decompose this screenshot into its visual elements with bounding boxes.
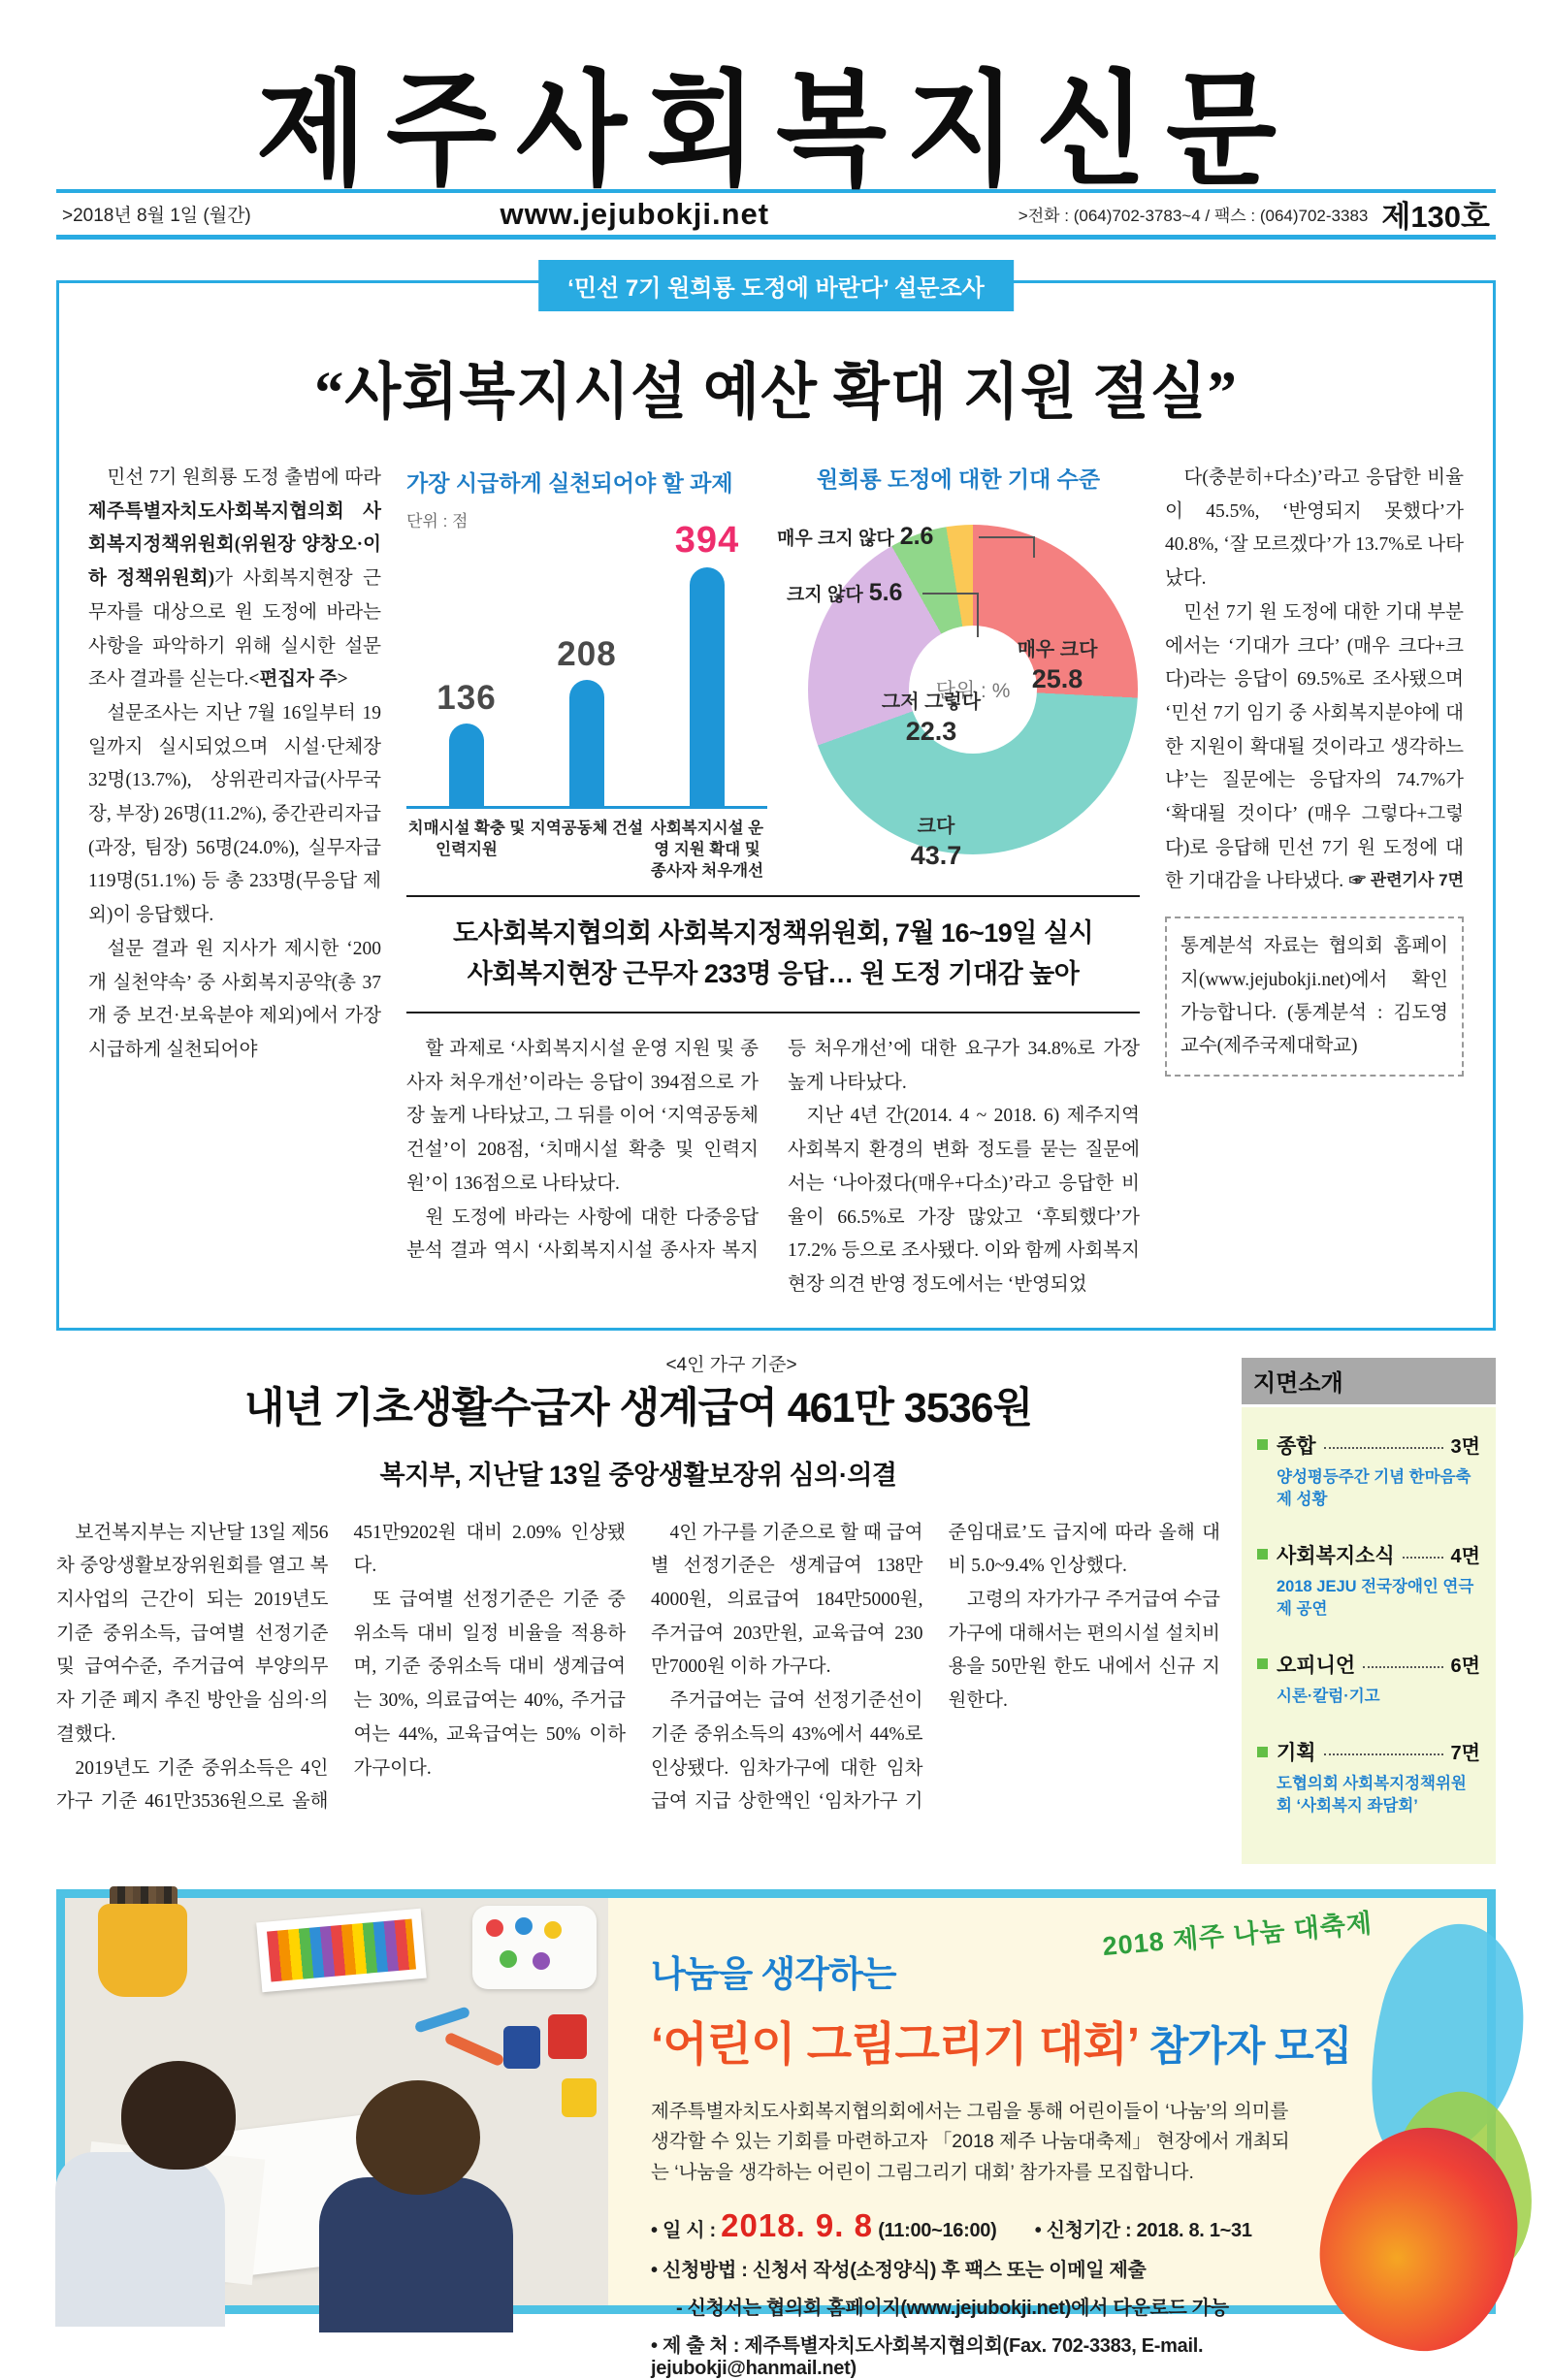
article-middle-column <box>406 462 1140 1303</box>
paragraph: 민선 7기 원희룡 도정 출범에 따라 제주특별자치도사회복지협의회 사회복지정책위원회(위원장 양창오·이하 정책위원회)가 사회복지현장 근무자를 대상으로 원 도정에 바라는 사항을 파악하기 위해 실시한 설문조사 결과를 싣는다.<편집자 주> <box>88 467 381 691</box>
dotted-leader <box>1363 1666 1442 1668</box>
masthead <box>0 0 1552 201</box>
bullet-icon <box>1257 1658 1268 1669</box>
application-period: • 신청기간 : 2018. 8. 1~31 <box>1034 2219 1252 2241</box>
paragraph: 주거급여는 급여 선정기준선이 기준 중위소득의 43%에서 44%로 인상됐다. 임차가구에 대한 임차급여 지급 상한액인 ‘임차가구 기준임대료’도 급지에 따라 올해 대비 5.0~9.4% 인상했다. <box>651 1522 1220 1813</box>
article2-headline: 내년 기초생활수급자 생계급여 461만 3536원 <box>243 1384 1033 1431</box>
child-figure <box>121 2061 236 2170</box>
secondary-section <box>56 1354 1496 1865</box>
page-index-item[interactable]: 종합 3면 양성평등주간 기념 한마음축제 성황 <box>1257 1431 1480 1511</box>
donut-ring <box>808 525 1138 870</box>
application-method-sub: - 신청서는 협의회 홈페이지(www.jejubokji.net)에서 다운로드 가능 <box>676 2297 1229 2319</box>
page-index-item[interactable]: 기획 7면 도협의회 사회복지정책위원회 ‘사회복지 좌담회’ <box>1257 1737 1480 1817</box>
ad-body-text: 제주특별자치도사회복지협의회에서는 그림을 통해 어린이들이 ‘나눔’의 의미를 생각할 수 있는 기회를 마련하고자 「2018 제주 나눔대축제」 현장에서 개최되는 ‘나눔을 생각하는 어린이 그림그리기 대회’ 참가자를 모집합니다. <box>651 2101 1290 2183</box>
ad-title-highlight: ‘어린이 그림그리기 대회’ <box>651 2019 1140 2072</box>
event-date: 2018. 9. 8 <box>721 2206 873 2243</box>
bar <box>449 724 484 806</box>
related-article-note[interactable]: ☞ 관련기사 7면 <box>1348 871 1464 890</box>
festival-tag: 2018 제주 나눔 대축제 <box>1101 1909 1374 1962</box>
bullet-icon <box>1257 1549 1268 1560</box>
paragraph: 또 급여별 선정기준은 기준 중위소득 대비 일정 비율을 적용하며, 기준 중위소득 대비 생계급여는 30%, 의료급여는 40%, 주거급여는 44%, 교육급여는 50% 이하 가구이다. <box>353 1590 626 1779</box>
paragraph: 할 과제로 ‘사회복지시설 운영 지원 및 종사자 처우개선’이라는 응답이 394점으로 가장 높게 나타났고, 그 뒤를 이어 ‘지역공동체 건설’이 208점, ‘치매시설 확충 및 인력지원’이 136점으로 나타났다. <box>406 1038 759 1194</box>
survey-badge: ‘민선 7기 원희룡 도정에 바란다’ 설문조사 <box>538 260 1014 311</box>
paint-jar <box>562 2078 597 2117</box>
bullet-icon <box>1257 1439 1268 1450</box>
bar-group <box>407 679 527 806</box>
crayon <box>443 2032 504 2068</box>
newspaper-title: 제주사회복지신문 <box>256 62 1296 201</box>
issue-date: >2018년 8월 1일 (월간) <box>62 206 251 226</box>
dotted-leader <box>1403 1557 1443 1559</box>
paragraph: 설문 결과 원 지사가 제시한 ‘200개 실천약속’ 중 사회복지공약(총 37개 중 보건·보육분야 제외)에서 가장 시급하게 실천되어야 <box>88 938 381 1060</box>
callout-leader-line <box>922 593 979 637</box>
bar-chart-title: 가장 시급하게 실천되어야 할 과제 <box>406 470 733 496</box>
paragraph: 지난 4년 간(2014. 4 ~ 2018. 6) 제주지역 사회복지 환경의 변화 정도를 묻는 질문에서는 ‘나아졌다(매우+다소)’라고 응답한 비율이 66.5%로 가장 많았고 ‘후퇴했다’가 17.2% 등으로 조사됐다. 이와 함께 사회복지현장 의견 반영 정도에서는 ‘반영되었 <box>788 1106 1140 1295</box>
main-headline: “사회복지시설 예산 확대 지원 절실” <box>314 358 1238 426</box>
child-figure <box>356 2080 480 2195</box>
issue-number: 제130호 <box>1381 200 1490 234</box>
article2-body <box>56 1517 1220 1819</box>
child-figure <box>319 2177 513 2332</box>
bar-value: 394 <box>674 520 740 561</box>
paint-palette <box>472 1906 597 1989</box>
bar-group <box>528 635 647 806</box>
slice-label-very-low: 매우 크지 않다 2.6 <box>777 523 934 550</box>
slice-label-low: 크지 않다 5.6 <box>787 579 903 606</box>
donut-center-unit: 단위 : % <box>909 626 1037 754</box>
website-url[interactable]: www.jejubokji.net <box>500 196 770 231</box>
welfare-article <box>56 1354 1220 1865</box>
bar <box>690 567 725 806</box>
event-ad-banner[interactable] <box>56 1889 1496 2379</box>
pencil-cup <box>98 1904 187 1997</box>
ad-title-line1: 나눔을 생각하는 <box>651 1954 896 1995</box>
donut-plot-area <box>777 498 1140 870</box>
paragraph: 다(충분히+다소)’라고 응답한 비율이 45.5%, ‘반영되지 못했다’가 40.8%, ‘잘 모르겠다’가 13.7%로 나타났다. <box>1165 467 1464 590</box>
paragraph: 4인 가구를 기준으로 할 때 급여별 선정기준은 생계급여 138만4000원, 의료급여 184만5000원, 주거급여 203만원, 교육급여 230만7000원 이하 가구다. <box>651 1522 923 1678</box>
donut-chart-title: 원희룡 도정에 대한 기대 수준 <box>816 466 1101 492</box>
slice-label-neutral: 그저 그렇다 22.3 <box>881 691 982 746</box>
dotted-leader <box>1324 1753 1443 1755</box>
article-left-column <box>88 462 381 1303</box>
bar-value: 208 <box>557 635 617 673</box>
page-index-sidebar <box>1242 1358 1496 1865</box>
bar-value: 136 <box>436 679 497 717</box>
paragraph: 민선 7기 원 도정에 대한 기대 부분에서는 ‘기대가 크다’ (매우 크다+크다)라는 응답이 69.5%로 조사됐으며 ‘민선 7기 임기 중 사회복지분야에 대한 지원이 확대될 것이라고 생각하느냐’는 질문에는 응답자의 74.7%가 ‘확대될 것이다’ (매우 그렇다+그렇다)로 응답해 민선 7기 원 도정에 대한 기대감을 나타냈다. <box>1165 601 1464 892</box>
marker-case <box>256 1909 427 1993</box>
bullet-icon <box>1257 1747 1268 1757</box>
article2-subhead: 복지부, 지난달 13일 중앙생활보장위 심의·의결 <box>379 1460 897 1490</box>
contact-info: >전화 : (064)702-3783~4 / 팩스 : (064)702-3383 <box>1018 207 1369 225</box>
paragraph: 2019년도 기준 중위소득은 4인 가구 기준 461만3536원으로 올해 451만9202원 대비 2.09% 인상됐다. <box>56 1522 626 1813</box>
page-index-item[interactable]: 사회복지소식 4면 2018 JEJU 전국장애인 연극제 공연 <box>1257 1540 1480 1621</box>
ad-details: • 일 시 : 2018. 9. 8 (11:00~16:00) • 신청기간 : 2018. 8. 1~31 • 신청방법 : 신청서 작성(소정양식) 후 팩스 또는 이메일 제출 - 신청서는 협의회 홈페이지(www.jejubokji.net)에서 다운로드 가능 • 제 출 처 : 제주특별자치도사회복지협의회(Fax. 702-3383, E-mail. jejubokji@hanmail.net) <box>651 2207 1330 2380</box>
bar-group <box>648 520 767 806</box>
slice-label-high: 크다 43.7 <box>910 816 962 870</box>
callout-leader-line <box>979 536 1035 558</box>
ad-content <box>608 1898 1487 2379</box>
children-drawing-photo <box>65 1898 608 2305</box>
article2-overline: <4인 가구 기준> <box>665 1354 797 1375</box>
page-index-item[interactable]: 오피니언 6면 시론·칼럼·기고 <box>1257 1650 1480 1708</box>
article-middle-text <box>406 1033 1140 1303</box>
paragraph: 고령의 자가가구 주거급여 수급가구에 대해서는 편의시설 설치비용을 50만원 한도 내에서 신규 지원한다. <box>948 1590 1220 1712</box>
paragraph: 설문조사는 지난 7월 16일부터 19일까지 실시되었으며 시설·단체장 32명(13.7%), 상위관리자급(사무국장, 부장) 26명(11.2%), 중간관리자급(과장, 팀장) 56명(24.0%), 실무자급 119명(51.1%) 등 총 233명(무응답 제외)이 응답했다. <box>88 702 381 926</box>
application-method: • 신청방법 : 신청서 작성(소정양식) 후 팩스 또는 이메일 제출 <box>651 2259 1147 2281</box>
bar-category-label: 치매시설 확충 및 인력지원 <box>407 820 526 858</box>
bar-category-label: 지역공동체 건설 <box>530 820 644 837</box>
submission-address: • 제 출 처 : 제주특별자치도사회복지협의회(Fax. 702-3383, E-mail. jejubokji@hanmail.net) <box>651 2334 1204 2379</box>
child-figure <box>55 2152 225 2327</box>
paragraph: 보건복지부는 지난달 13일 제56차 중앙생활보장위원회를 열고 복지사업의 근간이 되는 2019년도 기준 중위소득, 급여별 선정기준 및 급여수준, 주거급여 부양의무자 기준 폐지 추진 방안을 심의·의결했다. <box>56 1522 329 1745</box>
bar-category-label: 사회복지시설 운영 지원 확대 및 종사자 처우개선 <box>650 820 764 880</box>
stats-note-box: 통계분석 자료는 협의회 홈페이지(www.jejubokji.net)에서 확인 가능합니다. (통계분석 : 김도영교수(제주국제대학교) <box>1165 917 1464 1077</box>
crayon <box>414 2007 471 2034</box>
article-right-column <box>1165 462 1464 1303</box>
donut-chart <box>777 462 1140 882</box>
bar <box>569 680 604 806</box>
bar-chart <box>406 462 767 882</box>
ad-title-line2: ‘어린이 그림그리기 대회’ 참가자 모집 <box>651 2019 1352 2072</box>
bar-chart-unit: 단위 : 점 <box>406 512 469 531</box>
sub-headline: 도사회복지협의회 사회복지정책위원회, 7월 16~19일 실시 사회복지현장 근무자 233명 응답… 원 도정 기대감 높아 <box>406 895 1140 1013</box>
paint-jar <box>548 2014 587 2059</box>
slice-label-very-high: 매우 크다 25.8 <box>1017 639 1098 693</box>
paint-jar <box>503 2026 540 2069</box>
main-article <box>56 275 1496 1331</box>
page-index-title: 지면소개 <box>1242 1358 1496 1404</box>
dotted-leader <box>1324 1447 1443 1449</box>
paragraph: 원 도정에 바라는 사항에 대한 다중응답분석 결과 역시 ‘사회복지시설 종사자 복지 등 처우개선’에 대한 요구가 34.8%로 가장 높게 나타났다. <box>406 1038 1140 1262</box>
